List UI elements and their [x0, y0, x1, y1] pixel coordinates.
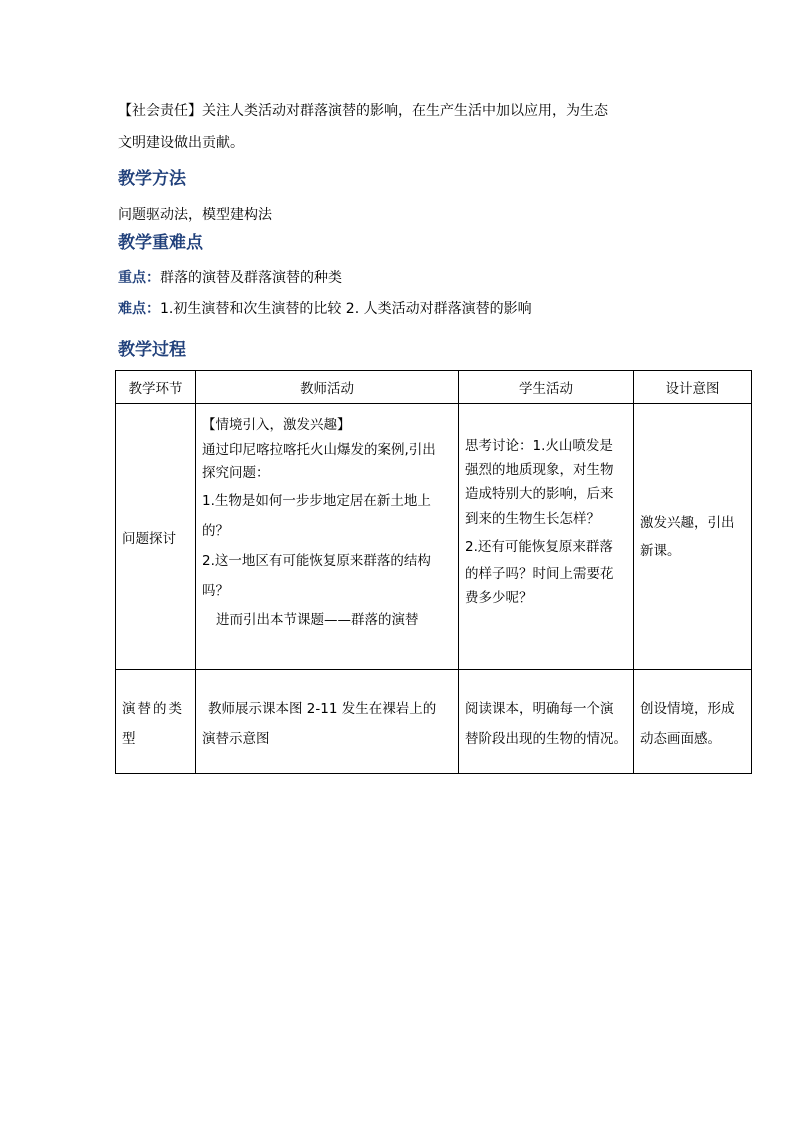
row1-student-line: 思考讨论：1.火山喷发是	[465, 438, 613, 454]
row2-teacher	[196, 670, 459, 774]
process-table	[115, 370, 752, 774]
difficult-label: 难点：	[118, 301, 160, 317]
row1-teacher-line: 吗？	[202, 583, 229, 599]
row2-teacher-line: 教师展示课本图 2-11 发生在裸岩上的	[208, 701, 437, 717]
header-teacher: 教师活动	[196, 371, 459, 404]
row1-student-line: 强烈的地质现象，对生物	[465, 462, 614, 478]
row1-student-line: 的样子吗？时间上需要花	[465, 566, 614, 582]
row1-teacher	[196, 404, 459, 670]
row2-stage	[116, 670, 196, 774]
row1-student-line: 到来的生物生长怎样？	[465, 511, 600, 527]
key-label: 重点：	[118, 270, 160, 286]
key-point	[118, 268, 342, 288]
row2-stage-line: 型	[122, 731, 136, 747]
row1-teacher-line: 探究问题：	[202, 465, 270, 481]
difficult-text: 1.初生演替和次生演替的比较 2. 人类活动对群落演替的影响	[160, 301, 532, 317]
row1-stage: 问题探讨	[116, 404, 196, 670]
row1-student-line: 2.还有可能恢复原来群落	[465, 539, 613, 555]
row2-intent-line: 创设情境，形成	[640, 701, 735, 717]
intro-line-2: 文明建设做出贡献。	[118, 135, 244, 151]
method-text: 问题驱动法，模型建构法	[118, 207, 272, 223]
row2-student	[459, 670, 634, 774]
row2-student-line: 替阶段出现的生物的情况。	[465, 731, 627, 747]
row1-intent-line: 新课。	[640, 542, 681, 559]
table-row	[116, 404, 752, 670]
header-stage: 教学环节	[116, 371, 196, 404]
row1-teacher-line: 的？	[202, 523, 229, 539]
key-text: 群落的演替及群落演替的种类	[160, 270, 342, 286]
row1-teacher-line: 进而引出本节课题——群落的演替	[216, 612, 419, 628]
row1-student-line: 费多少呢？	[465, 590, 533, 606]
heading-keypoints: 教学重难点	[118, 233, 203, 253]
row1-teacher-line: 通过印尼喀拉喀托火山爆发的案例,引出	[202, 442, 436, 458]
row2-student-line: 阅读课本，明确每一个演	[465, 701, 614, 717]
table-header-row	[116, 371, 752, 404]
row1-student	[459, 404, 634, 670]
row1-student-line: 造成特别大的影响，后来	[465, 486, 614, 502]
row1-intent	[634, 404, 752, 670]
heading-method: 教学方法	[118, 169, 186, 189]
header-intent: 设计意图	[634, 371, 752, 404]
row1-teacher-line: 1.生物是如何一步步地定居在新土地上	[202, 493, 431, 509]
row1-teacher-line: 【情境引入，激发兴趣】	[202, 417, 351, 433]
row1-intent-line: 激发兴趣，引出	[640, 514, 735, 531]
difficult-point	[118, 299, 532, 319]
row2-teacher-line: 演替示意图	[202, 731, 270, 747]
row1-teacher-line: 2.这一地区有可能恢复原来群落的结构	[202, 553, 431, 569]
header-student: 学生活动	[459, 371, 634, 404]
intro-line-1: 【社会责任】关注人类活动对群落演替的影响，在生产生活中加以应用，为生态	[118, 103, 608, 119]
row2-intent	[634, 670, 752, 774]
row2-stage-line: 演替的类	[122, 701, 184, 717]
heading-process: 教学过程	[118, 340, 186, 360]
row2-intent-line: 动态画面感。	[640, 731, 721, 747]
table-row	[116, 670, 752, 774]
